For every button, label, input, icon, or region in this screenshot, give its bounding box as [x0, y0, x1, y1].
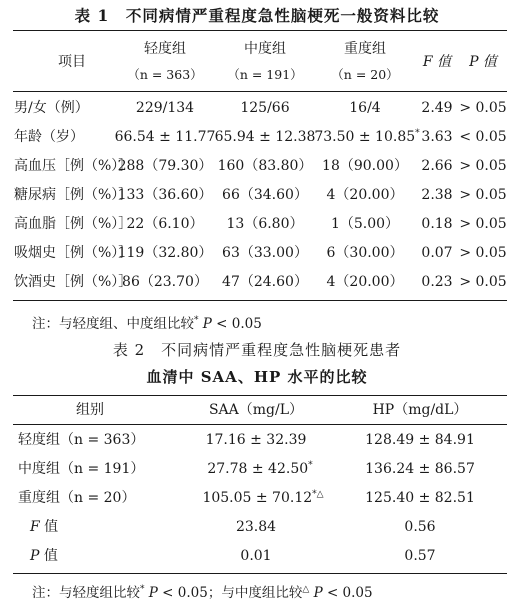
- cell-severe: [314, 128, 419, 146]
- cell-p: > 0.05: [459, 158, 507, 174]
- table2-bottom-rule: [13, 573, 507, 574]
- cell-saa: [202, 489, 323, 507]
- table1-header-rule: [13, 91, 507, 92]
- significance-mark: *: [308, 460, 313, 471]
- cell-severe: 16/4: [349, 100, 381, 116]
- cell-saa: [207, 460, 312, 478]
- row-label: 男/女（例）: [14, 100, 89, 116]
- table2-header-saa: SAA（mg/L）: [208, 402, 304, 418]
- footnote-p: P: [202, 316, 212, 332]
- cell-hp: 128.49 ± 84.91: [365, 432, 475, 448]
- row-label: 饮酒史［例（%）］: [14, 274, 133, 290]
- cell-severe: 18（90.00）: [322, 158, 408, 174]
- cell-p: > 0.05: [459, 187, 507, 203]
- table1-header-f: F 值: [422, 54, 452, 70]
- cell-moderate: 47（24.60）: [222, 274, 308, 290]
- cell-f: 0.23: [421, 274, 453, 290]
- cell-p: < 0.05: [459, 129, 507, 145]
- stat-label: 值: [39, 519, 59, 535]
- table2-caption-line2: 血清中 SAA、HP 水平的比较: [146, 368, 368, 386]
- cell-p: > 0.05: [459, 274, 507, 290]
- cell-mild: 229/134: [135, 100, 195, 116]
- row-label: 年龄（岁）: [14, 129, 84, 145]
- table1-header-severe: 重度组: [344, 41, 386, 57]
- table2-footnote: [32, 581, 373, 601]
- row-label: [30, 518, 58, 536]
- cell-moderate: 66（34.60）: [222, 187, 308, 203]
- cell-hp: 136.24 ± 86.57: [365, 461, 475, 477]
- row-label: 高血脂［例（%）］: [14, 216, 133, 232]
- cell-saa: 23.84: [235, 519, 277, 535]
- cell-mild: 119（32.80）: [117, 245, 213, 261]
- table1-header-item: 项目: [58, 54, 86, 70]
- cell-mild: 288（79.30）: [117, 158, 213, 174]
- cell-f: 3.63: [421, 129, 453, 145]
- table2-caption-line1: 表 2 不同病情严重程度急性脑梗死患者: [112, 341, 402, 359]
- cell-f: 2.38: [421, 187, 453, 203]
- cell-f: 2.49: [421, 100, 453, 116]
- cell-hp: 0.56: [404, 519, 436, 535]
- footnote-p: P: [313, 585, 323, 601]
- row-label: 吸烟史［例（%）］: [14, 245, 133, 261]
- stat-symbol: P: [30, 548, 40, 564]
- footnote-mark-triangle: △: [302, 584, 310, 595]
- footnote-threshold: < 0.05: [211, 316, 262, 332]
- row-label: 高血压［例（%）］: [14, 158, 133, 174]
- cell-saa-value: 105.05 ± 70.12: [202, 490, 313, 506]
- footnote-p: P: [148, 585, 158, 601]
- cell-moderate: 63（33.00）: [222, 245, 308, 261]
- cell-mild: 22（6.10）: [126, 216, 204, 232]
- cell-severe: 1（5.00）: [330, 216, 400, 232]
- cell-moderate: 160（83.80）: [217, 158, 313, 174]
- table1-top-rule: [13, 30, 507, 31]
- cell-p: > 0.05: [459, 245, 507, 261]
- table1-header-severe-n: （n = 20）: [331, 67, 399, 82]
- cell-severe: 4（20.00）: [326, 274, 404, 290]
- table2-header-rule: [13, 424, 507, 425]
- cell-f: 0.18: [421, 216, 453, 232]
- cell-mild: 133（36.60）: [117, 187, 213, 203]
- cell-mild: 86（23.70）: [122, 274, 208, 290]
- footnote-text: 注：与轻度组比较: [32, 585, 140, 601]
- row-label: 糖尿病［例（%）］: [14, 187, 133, 203]
- table1-footnote: [32, 312, 262, 332]
- footnote-threshold: < 0.05: [322, 585, 373, 601]
- cell-severe-value: 73.50 ± 10.85: [314, 129, 416, 145]
- table1-header-mild-n: （n = 363）: [127, 67, 203, 82]
- footnote-mark: *: [194, 315, 199, 326]
- cell-moderate: 13（6.80）: [226, 216, 304, 232]
- cell-saa: 0.01: [240, 548, 272, 564]
- stat-symbol: F: [30, 519, 40, 535]
- cell-mild: 66.54 ± 11.77: [114, 129, 216, 145]
- table1-caption: 表 1 不同病情严重程度急性脑梗死一般资料比较: [74, 6, 440, 25]
- footnote-mid: < 0.05；与中度组比较: [157, 585, 303, 601]
- table2-header-group: 组别: [76, 402, 104, 418]
- table1-header-mild: 轻度组: [144, 41, 186, 57]
- table1-header-moderate: 中度组: [244, 41, 286, 57]
- table2-header-hp: HP（mg/dL）: [372, 402, 468, 418]
- row-label: 中度组（n = 191）: [18, 461, 145, 477]
- footnote-text: 注：与轻度组、中度组比较: [32, 316, 194, 332]
- table1-header-moderate-n: （n = 191）: [227, 67, 303, 82]
- cell-f: 2.66: [421, 158, 453, 174]
- cell-saa: 17.16 ± 32.39: [205, 432, 307, 448]
- cell-hp: 125.40 ± 82.51: [365, 490, 475, 506]
- table2-top-rule: [13, 395, 507, 396]
- cell-severe: 4（20.00）: [326, 187, 404, 203]
- significance-mark: *△: [312, 489, 324, 500]
- row-label: 轻度组（n = 363）: [18, 432, 145, 448]
- table1-bottom-rule: [13, 300, 507, 301]
- cell-f: 0.07: [421, 245, 453, 261]
- footnote-mark: *: [140, 584, 145, 595]
- cell-moderate: 125/66: [240, 100, 290, 116]
- cell-severe: 6（30.00）: [326, 245, 404, 261]
- row-label: 重度组（n = 20）: [18, 490, 136, 506]
- cell-hp: 0.57: [404, 548, 436, 564]
- cell-p: > 0.05: [459, 100, 507, 116]
- significance-mark: *: [415, 128, 420, 139]
- row-label: [30, 547, 58, 565]
- cell-moderate: 65.94 ± 12.38: [214, 129, 316, 145]
- stat-label: 值: [39, 548, 58, 564]
- cell-p: > 0.05: [459, 216, 507, 232]
- table1-header-p: P 值: [469, 54, 497, 70]
- cell-saa-value: 27.78 ± 42.50: [207, 461, 309, 477]
